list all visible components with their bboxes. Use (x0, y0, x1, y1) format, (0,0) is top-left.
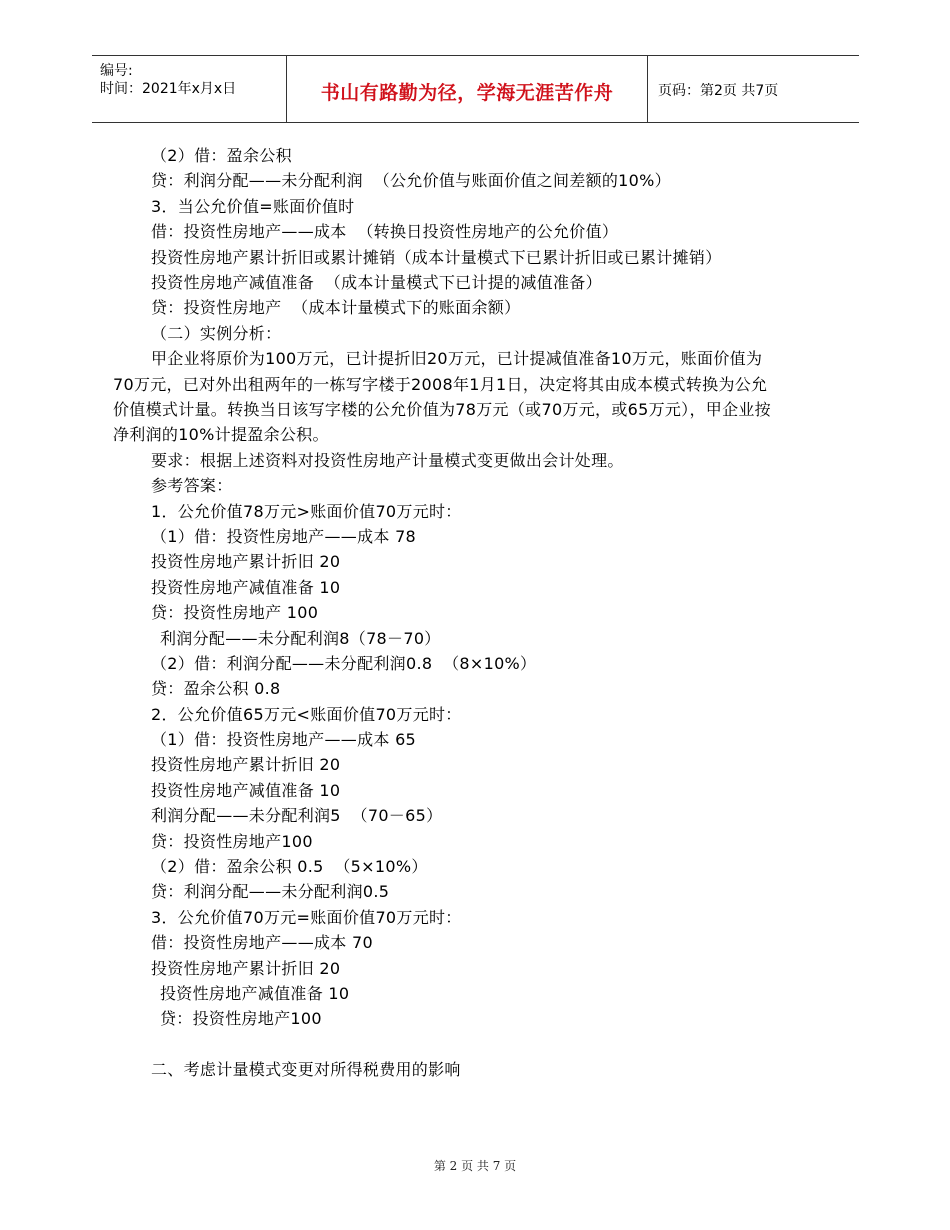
page-footer: 第 2 页 共 7 页 (433, 1159, 517, 1173)
body-text-line: 贷：利润分配——未分配利润0.5 (151, 882, 390, 902)
body-text-line: 贷：投资性房地产100 (151, 831, 313, 851)
header-page-cell (646, 56, 859, 122)
body-text-line: 利润分配——未分配利润8（78－70） (160, 628, 441, 648)
body-text-line: 投资性房地产减值准备 10 (151, 577, 341, 597)
body-text-line: 投资性房地产累计折旧或累计摊销（成本计量模式下已累计折旧或已累计摊销） (151, 247, 722, 267)
body-text-line: 投资性房地产减值准备 10 (160, 983, 350, 1003)
body-text-line: 1．公允价值78万元>账面价值70万元时： (151, 501, 462, 521)
body-text-line: 参考答案： (151, 476, 233, 496)
body-text-line: 3．公允价值70万元=账面价值70万元时： (151, 907, 462, 927)
body-text-line: 借：投资性房地产——成本 70 (151, 933, 373, 953)
body-text-line: 借：投资性房地产——成本 （转换日投资性房地产的公允价值） (151, 222, 619, 242)
document-number-label: 编号: (100, 63, 133, 79)
body-text-line: 贷：利润分配——未分配利润 （公允价值与账面价值之间差额的10%） (151, 171, 671, 191)
body-text-line: 投资性房地产减值准备 （成本计量模式下已计提的减值准备） (151, 272, 602, 292)
body-text-line: 投资性房地产累计折旧 20 (151, 552, 341, 572)
body-text-line: 利润分配——未分配利润5 （70－65） (151, 806, 443, 826)
page-header (92, 55, 859, 123)
body-text-line: 投资性房地产减值准备 10 (151, 780, 341, 800)
body-text-line: 投资性房地产累计折旧 20 (151, 958, 341, 978)
header-page-number: 页码：第2页 共7页 (658, 83, 779, 99)
header-motto: 书山有路勤为径，学海无涯苦作舟 (320, 82, 614, 104)
body-text-line: 要求：根据上述资料对投资性房地产计量模式变更做出会计处理。 (151, 450, 624, 470)
body-text-line: 贷：投资性房地产 100 (151, 603, 319, 623)
body-text-line: （2）借：盈余公积 (151, 146, 292, 165)
body-text-line: 贷：投资性房地产100 (160, 1009, 322, 1029)
body-text-line: （2）借：盈余公积 0.5 （5×10%） (151, 857, 428, 877)
body-text-line: 贷：盈余公积 0.8 (151, 679, 281, 699)
body-text-line: 甲企业将原价为100万元，已计提折旧20万元，已计提减值准备10万元，账面价值为70万元，已对外出租两年的一栋写字楼于2008年1月1日，决定将其由成本模式转换为公允价值模式计量。转换当日该写字楼的公允价值为78万元（或70万元，或65万元），甲企业按净利润的10%计提盈余公积。 (113, 349, 771, 445)
body-text-line: （二）实例分析： (151, 323, 282, 343)
body-text-line: （1）借：投资性房地产——成本 65 (151, 730, 417, 750)
header-motto-cell (286, 56, 648, 122)
body-text-line: 贷：投资性房地产 （成本计量模式下的账面余额） (151, 298, 521, 318)
body-text-line: （1）借：投资性房地产——成本 78 (151, 526, 417, 546)
body-text-line: （2）借：利润分配——未分配利润0.8 （8×10%） (151, 653, 537, 673)
body-text-line: 二、考虑计量模式变更对所得税费用的影响 (151, 1060, 461, 1080)
body-text-line: 2．公允价值65万元<账面价值70万元时： (151, 704, 462, 724)
document-time-label: 时间：2021年x月x日 (100, 81, 237, 97)
header-meta (92, 56, 286, 122)
body-text-line: 3．当公允价值=账面价值时 (151, 196, 355, 216)
blank-line (113, 1032, 773, 1057)
body-text-line: 投资性房地产累计折旧 20 (151, 755, 341, 775)
document-body (113, 143, 773, 1083)
